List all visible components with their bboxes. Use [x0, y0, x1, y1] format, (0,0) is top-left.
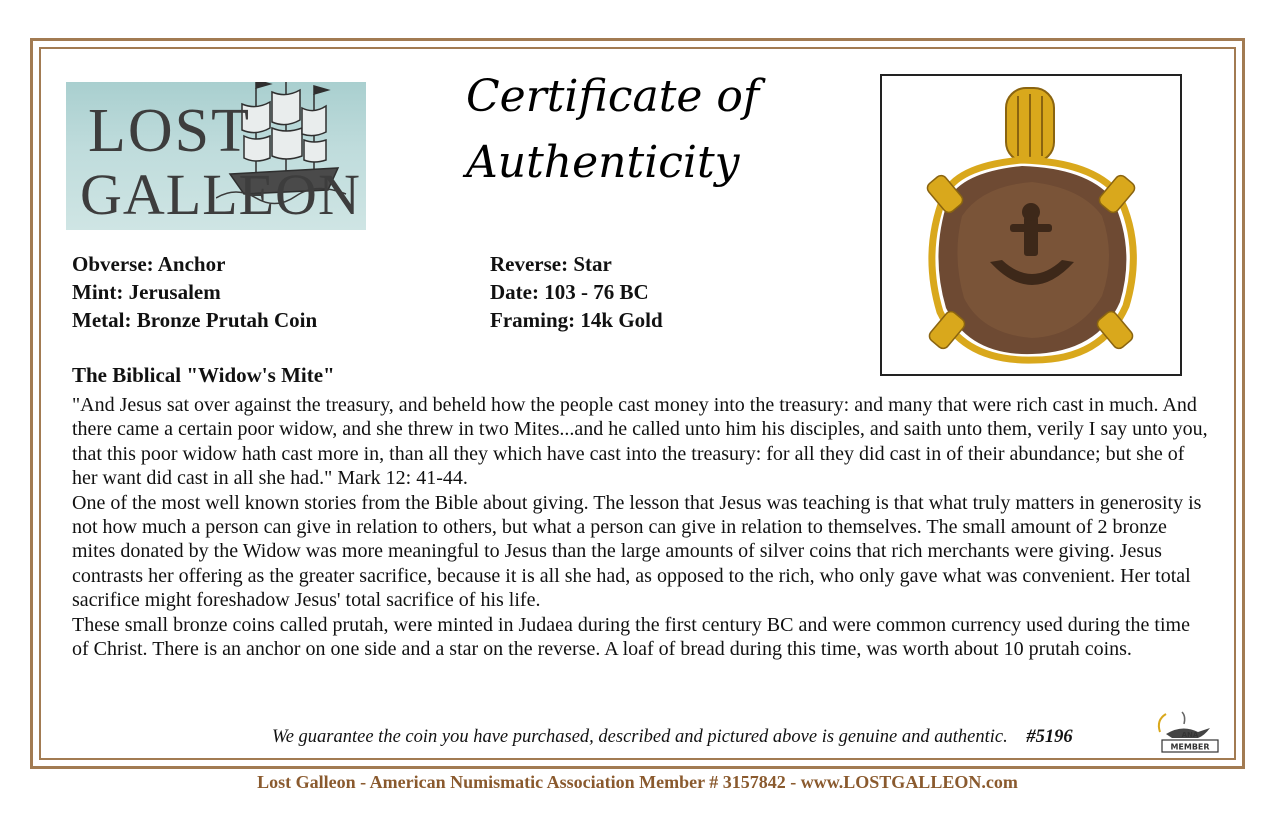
description-paragraph: These small bronze coins called prutah, were minted in Judaea during the first century BC and were common currency used during the time of Christ. There is an anchor on one side and a star on the reverse. A loaf of bread during this time, was worth about 10 prutah coins. — [72, 613, 1190, 661]
attribute-obverse: Obverse: Anchor — [72, 252, 226, 276]
attribute-date: Date: 103 - 76 BC — [490, 280, 649, 304]
coin-pendant-image — [882, 76, 1180, 374]
certificate-title — [466, 64, 796, 196]
guarantee-text: We guarantee the coin you have purchased, described and pictured above is genuine and authentic. — [272, 727, 1008, 747]
description-paragraph: "And Jesus sat over against the treasury, and beheld how the people cast money into the treasury: and many that were rich cast in much. And there came a certain poor widow, and she threw in two Mites...and he called unto him his disciples, and saith unto them, verily I say unto you, that this poor widow hath cast more in, than all they which have cast into the treasury: for all they did cast in of their abundance; but she of her want did cast in all she had." Mark 12: 41-44. — [72, 394, 1208, 490]
coin-photo — [880, 74, 1182, 376]
ana-lamp-icon — [1152, 710, 1222, 756]
description-paragraph: One of the most well known stories from the Bible about giving. The lesson that Jesus was teaching is that what truly matters in generosity is not how much a person can give in relation to others, but what a person can give in relation to themselves. The small amount of 2 bronze mites donated by the Widow was more meaningful to Jesus than the large amounts of silver coins that rich merchants were giving. Jesus contrasts her offering as the greater sacrifice, because it is all she had, as opposed to the rich, who only gave what was convenient. Her total sacrifice might foreshadow Jesus' total sacrifice of his life. — [72, 491, 1202, 612]
title-line-2: Authenticity — [466, 137, 740, 188]
attribute-metal: Metal: Bronze Prutah Coin — [72, 308, 318, 332]
coin-attributes-left — [72, 250, 317, 334]
guarantee-statement — [272, 727, 1073, 748]
logo-text-galleon: GALLEON — [80, 162, 361, 227]
footer-text: Lost Galleon - American Numismatic Association Member # 3157842 - www.LOSTGALLEON.com — [257, 772, 1018, 792]
attribute-framing: Framing: 14k Gold — [490, 308, 663, 332]
ana-member-badge — [1152, 710, 1222, 761]
certificate-number: #5196 — [1026, 727, 1073, 747]
logo-text-lost: LOST — [88, 97, 251, 165]
description-heading: The Biblical "Widow's Mite" — [72, 363, 335, 387]
attribute-mint: Mint: Jerusalem — [72, 280, 221, 304]
coin-attributes-right — [490, 250, 663, 334]
attribute-reverse: Reverse: Star — [490, 252, 612, 276]
description-body — [72, 393, 1210, 661]
badge-text-member: MEMBER — [1170, 742, 1210, 752]
badge-text-ana: ANA — [1181, 731, 1199, 739]
title-line-1: Certificate of — [466, 71, 760, 122]
lost-galleon-logo — [66, 82, 366, 230]
